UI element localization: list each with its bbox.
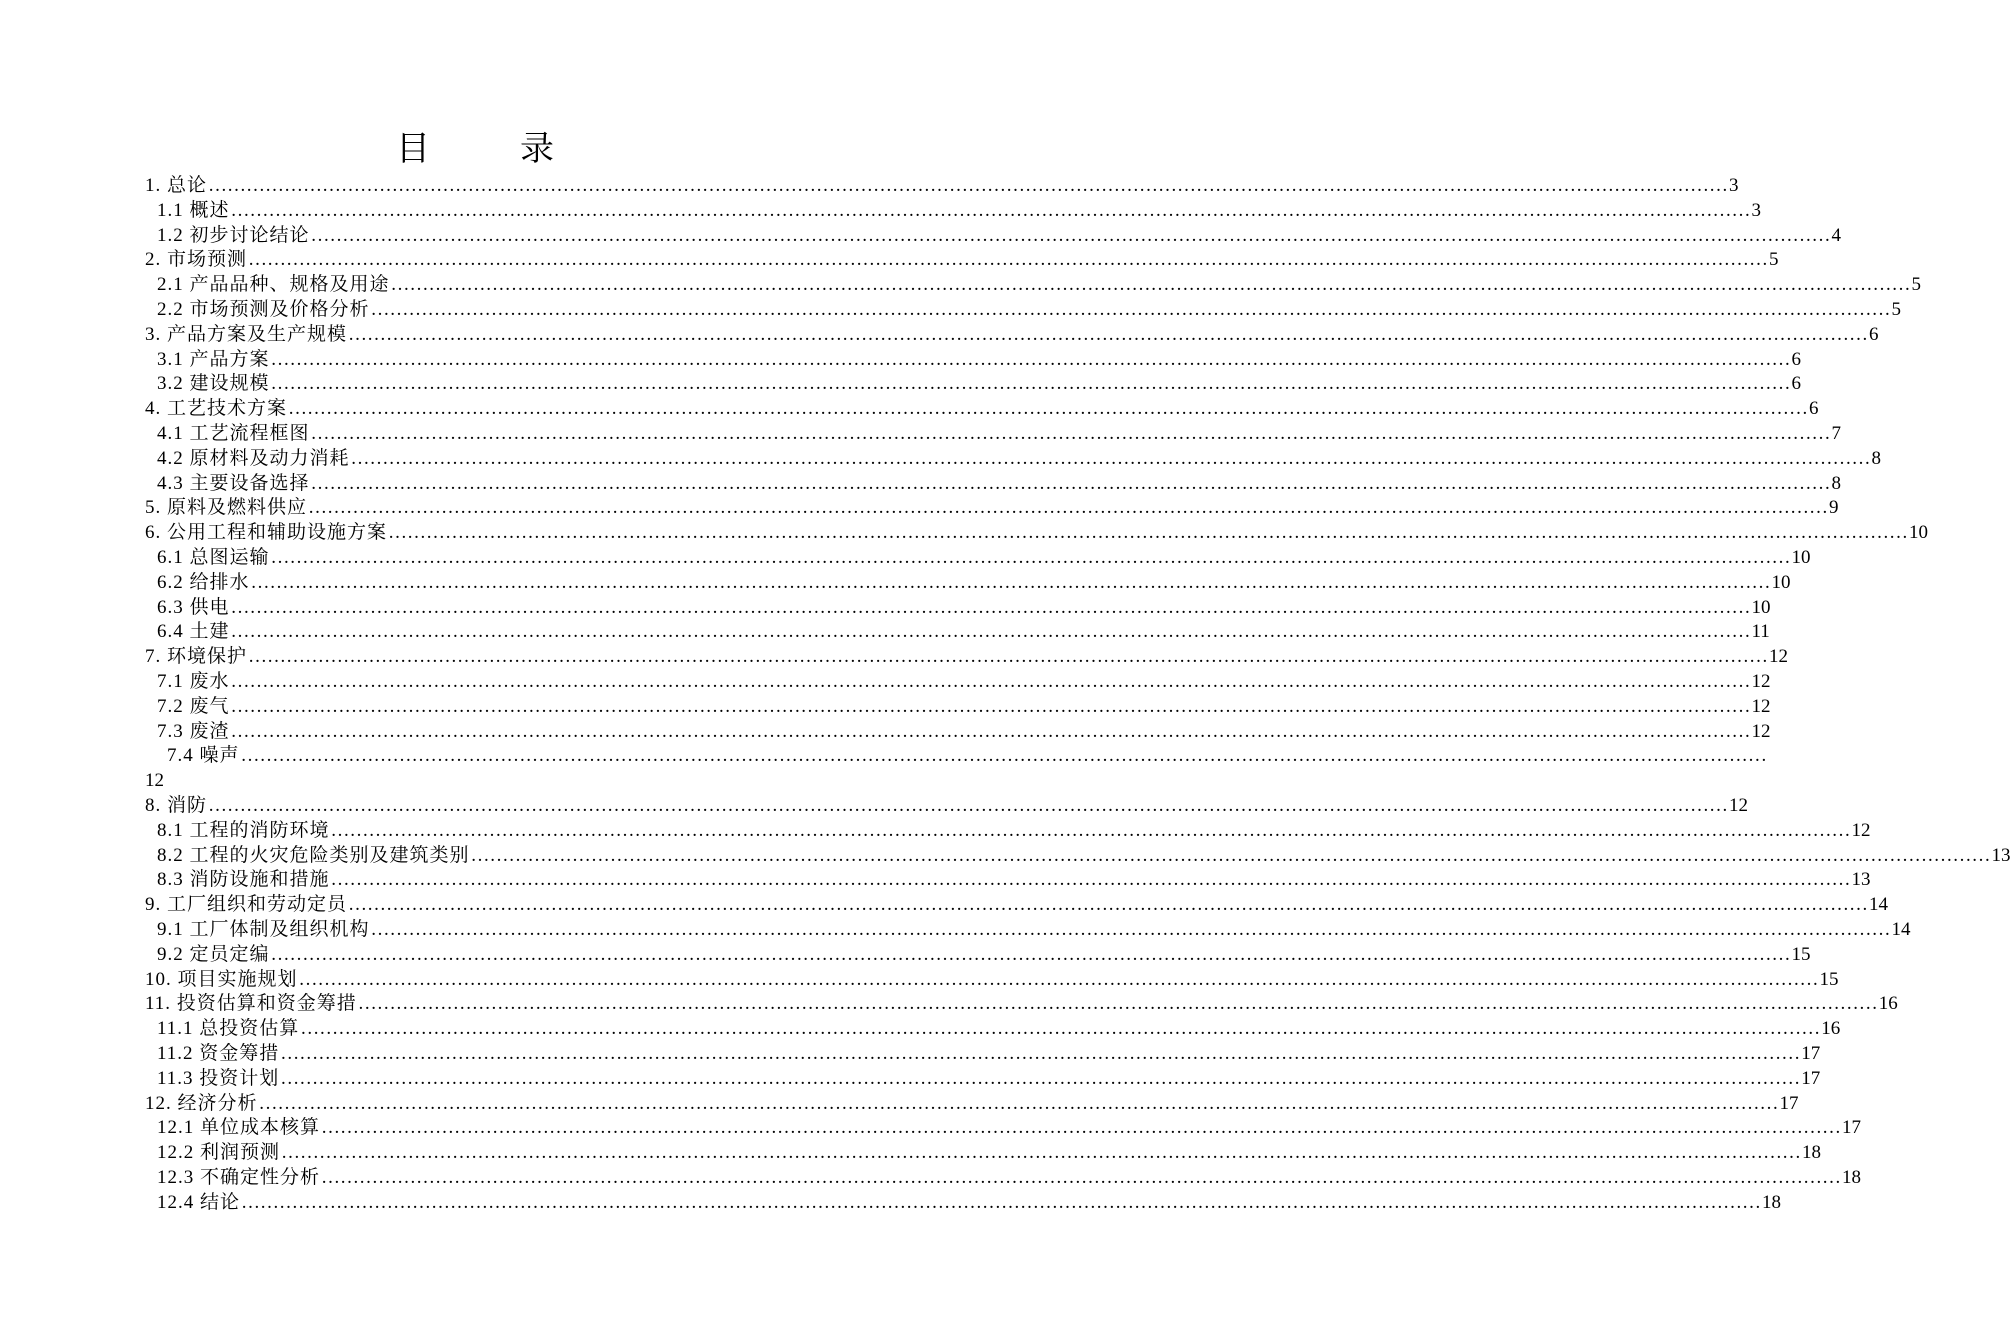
toc-entry[interactable] <box>145 496 1839 520</box>
dot-leader: …………………………………………………………………………………………………………………………………………………………………………………………………………………… <box>310 473 1831 494</box>
dot-leader: …………………………………………………………………………………………………………………………………………………………………………………………………………………… <box>270 944 1791 965</box>
toc-entry-page-number: 10 <box>1771 572 1791 593</box>
toc-entry[interactable] <box>145 794 1749 818</box>
toc-entry-label: 7.3 废渣 <box>157 721 230 742</box>
dot-leader: …………………………………………………………………………………………………………………………………………………………………………………………………………………… <box>330 869 1851 890</box>
toc-entry[interactable] <box>157 472 1842 496</box>
toc-entry-page-number: 10 <box>1909 522 1929 543</box>
toc-entry[interactable] <box>145 323 1879 347</box>
toc-entry[interactable] <box>157 372 1802 396</box>
toc-entry[interactable] <box>157 348 1802 372</box>
toc-entry[interactable] <box>157 1017 1841 1041</box>
toc-entry[interactable] <box>157 620 1770 644</box>
toc-entry-page-number: 17 <box>1801 1068 1821 1089</box>
toc-entry-label: 6. 公用工程和辅助设施方案 <box>145 522 388 543</box>
toc-entry-page-number: 12 <box>145 770 164 791</box>
toc-entry-label: 8.2 工程的火灾危险类别及建筑类别 <box>157 845 470 866</box>
toc-entry-label: 8.1 工程的消防环境 <box>157 820 330 841</box>
toc-entry-label: 6.4 土建 <box>157 621 230 642</box>
toc-entry[interactable] <box>145 893 1889 917</box>
toc-entry-label: 11. 投资估算和资金筹措 <box>145 993 357 1014</box>
toc-entry-label: 7. 环境保护 <box>145 646 248 667</box>
toc-entry[interactable] <box>157 943 1811 967</box>
toc-entry[interactable] <box>157 1141 1822 1165</box>
dot-leader: …………………………………………………………………………………………………………………………………………………………………………………………………………………… <box>330 820 1851 841</box>
dot-leader: …………………………………………………………………………………………………………………………………………………………………………………………………………………… <box>230 696 1751 717</box>
dot-leader: …………………………………………………………………………………………………………………………………………………………………………………………………………………… <box>321 1167 1842 1188</box>
toc-entry-label: 12.2 利润预测 <box>157 1142 281 1163</box>
toc-entry[interactable] <box>145 992 1898 1016</box>
dot-leader: …………………………………………………………………………………………………………………………………………………………………………………………………………………… <box>470 845 1991 866</box>
toc-entry-page-number: 18 <box>1762 1192 1782 1213</box>
toc-entry-label: 12.1 单位成本核算 <box>157 1117 321 1138</box>
toc-entry-page-number: 6 <box>1791 349 1802 370</box>
toc-entry[interactable] <box>157 571 1791 595</box>
leader-end-dot: . <box>1761 745 1767 766</box>
dot-leader: …………………………………………………………………………………………………………………………………………………………………………………………………………………… <box>300 1018 1821 1039</box>
toc-entry-label: 6.2 给排水 <box>157 572 250 593</box>
toc-entry[interactable] <box>157 819 1871 843</box>
toc-entry-page-number: 12 <box>1851 820 1871 841</box>
toc-entry-label: 7.4 噪声 <box>167 745 240 766</box>
toc-entry-label: 1.2 初步讨论结论 <box>157 225 310 246</box>
toc-entry-label: 9.2 定员定编 <box>157 944 270 965</box>
toc-entry-page-number: 16 <box>1821 1018 1841 1039</box>
toc-entry[interactable] <box>157 868 1871 892</box>
toc-entry-label: 6.3 供电 <box>157 597 230 618</box>
toc-entry-label: 12. 经济分析 <box>145 1093 258 1114</box>
toc-entry-label: 11.3 投资计划 <box>157 1068 280 1089</box>
toc-entry[interactable] <box>145 174 1739 198</box>
toc-entry[interactable] <box>167 744 1767 768</box>
toc-entry[interactable] <box>157 1067 1821 1091</box>
toc-entry-label: 11.2 资金筹措 <box>157 1043 280 1064</box>
toc-entry-page-number: 6 <box>1791 373 1802 394</box>
toc-entry-label: 7.2 废气 <box>157 696 230 717</box>
toc-entry[interactable] <box>145 1092 1799 1116</box>
toc-entry-label: 1.1 概述 <box>157 200 230 221</box>
toc-entry-label: 4.1 工艺流程框图 <box>157 423 310 444</box>
toc-entry-page-number: 13 <box>1851 869 1871 890</box>
toc-entry-label: 2.1 产品品种、规格及用途 <box>157 274 390 295</box>
toc-entry-label: 3.2 建设规模 <box>157 373 270 394</box>
dot-leader: …………………………………………………………………………………………………………………………………………………………………………………………………………………… <box>308 497 1829 518</box>
toc-entry-page-number: 16 <box>1878 993 1898 1014</box>
dot-leader: …………………………………………………………………………………………………………………………………………………………………………………………………………………… <box>208 175 1729 196</box>
dot-leader: …………………………………………………………………………………………………………………………………………………………………………………………………………………… <box>230 671 1751 692</box>
toc-entry-page-number: 8 <box>1871 448 1882 469</box>
toc-entry[interactable] <box>157 1166 1862 1190</box>
toc-entry-page-number: 5 <box>1769 249 1779 270</box>
dot-leader: …………………………………………………………………………………………………………………………………………………………………………………………………………………… <box>208 795 1729 816</box>
dot-leader: …………………………………………………………………………………………………………………………………………………………………………………………………………………… <box>357 993 1878 1014</box>
toc-entry-label: 11.1 总投资估算 <box>157 1018 300 1039</box>
dot-leader: …………………………………………………………………………………………………………………………………………………………………………………………………………………… <box>248 249 1769 270</box>
toc-entry-label: 12.4 结论 <box>157 1192 241 1213</box>
toc-entry-page-number: 12 <box>1751 696 1771 717</box>
toc-entry-label: 6.1 总图运输 <box>157 547 270 568</box>
toc-entry-page-number: 5 <box>1891 299 1902 320</box>
toc-entry-label: 8. 消防 <box>145 795 208 816</box>
toc-entry[interactable] <box>157 1042 1821 1066</box>
toc-entry-label: 4.3 主要设备选择 <box>157 473 310 494</box>
toc-entry-label: 9.1 工厂体制及组织机构 <box>157 919 370 940</box>
toc-entry[interactable] <box>157 546 1811 570</box>
toc-entry-page-number: 12 <box>1751 671 1771 692</box>
toc-entry[interactable] <box>157 695 1771 719</box>
toc-entry-page-number: 9 <box>1829 497 1839 518</box>
dot-leader: …………………………………………………………………………………………………………………………………………………………………………………………………………………… <box>230 200 1751 221</box>
toc-entry[interactable] <box>157 273 1922 297</box>
toc-entry[interactable] <box>157 447 1882 471</box>
toc-entry-page-number: 6 <box>1809 398 1819 419</box>
toc-entry[interactable] <box>157 298 1902 322</box>
dot-leader: …………………………………………………………………………………………………………………………………………………………………………………………………………………… <box>310 225 1831 246</box>
dot-leader: …………………………………………………………………………………………………………………………………………………………………………………………………………………… <box>388 522 1909 543</box>
toc-entry[interactable] <box>157 224 1842 248</box>
toc-entry-label: 12.3 不确定性分析 <box>157 1167 321 1188</box>
toc-entry-page-number: 5 <box>1911 274 1922 295</box>
toc-entry-page-number: 15 <box>1791 944 1811 965</box>
dot-leader: …………………………………………………………………………………………………………………………………………………………………………………………………………………… <box>270 373 1791 394</box>
toc-entry[interactable] <box>145 645 1789 669</box>
dot-leader: …………………………………………………………………………………………………………………………………………………………………………………………………………………… <box>298 969 1819 990</box>
toc-entry[interactable] <box>157 720 1771 744</box>
toc-entry[interactable] <box>157 670 1771 694</box>
toc-entry-page-number: 11 <box>1751 621 1770 642</box>
dot-leader: …………………………………………………………………………………………………………………………………………………………………………………………………………………… <box>248 646 1769 667</box>
dot-leader: …………………………………………………………………………………………………………………………………………………………………………………………………………………… <box>230 621 1751 642</box>
toc-entry-page-number: 7 <box>1831 423 1842 444</box>
toc-entry-page-number: 12 <box>1751 721 1771 742</box>
toc-entry[interactable] <box>145 248 1779 272</box>
toc-entry-page-number: 12 <box>1769 646 1789 667</box>
dot-leader: …………………………………………………………………………………………………………………………………………………………………………………………………………………… <box>348 894 1869 915</box>
dot-leader: …………………………………………………………………………………………………………………………………………………………………………………………………………………… <box>370 299 1891 320</box>
dot-leader: …………………………………………………………………………………………………………………………………………………………………………………………………………………… <box>288 398 1809 419</box>
toc-entry-page-number: 17 <box>1801 1043 1821 1064</box>
toc-entry[interactable] <box>157 1191 1782 1215</box>
dot-leader: …………………………………………………………………………………………………………………………………………………………………………………………………………………… <box>270 547 1791 568</box>
toc-entry[interactable] <box>157 422 1842 446</box>
toc-entry-page-number: 17 <box>1842 1117 1862 1138</box>
toc-entry-label: 8.3 消防设施和措施 <box>157 869 330 890</box>
toc-entry-page-number: 8 <box>1831 473 1842 494</box>
toc-entry-page-number: 6 <box>1869 324 1879 345</box>
toc-entry-page-number: 17 <box>1779 1093 1799 1114</box>
toc-entry-label: 9. 工厂组织和劳动定员 <box>145 894 348 915</box>
toc-entry-page-number: 3 <box>1751 200 1762 221</box>
dot-leader: …………………………………………………………………………………………………………………………………………………………………………………………………………………… <box>281 1142 1802 1163</box>
toc-entry[interactable] <box>157 1116 1862 1140</box>
dot-leader: …………………………………………………………………………………………………………………………………………………………………………………………………………………… <box>270 349 1791 370</box>
dot-leader: …………………………………………………………………………………………………………………………………………………………………………………………………………………… <box>230 597 1751 618</box>
toc-entry[interactable] <box>145 397 1819 421</box>
toc-entry[interactable] <box>157 844 2011 868</box>
toc-entry-label: 5. 原料及燃料供应 <box>145 497 308 518</box>
dot-leader: …………………………………………………………………………………………………………………………………………………………………………………………………………………… <box>310 423 1831 444</box>
toc-entry-page-number: 12 <box>1729 795 1749 816</box>
dot-leader: …………………………………………………………………………………………………………………………………………………………………………………………………………………… <box>370 919 1891 940</box>
dot-leader: …………………………………………………………………………………………………………………………………………………………………………………………………………………… <box>230 721 1751 742</box>
toc-entry-label: 4. 工艺技术方案 <box>145 398 288 419</box>
dot-leader: …………………………………………………………………………………………………………………………………………………………………………………………………………………… <box>240 745 1761 766</box>
toc-entry-label: 4.2 原材料及动力消耗 <box>157 448 350 469</box>
toc-entry-label: 3.1 产品方案 <box>157 349 270 370</box>
dot-leader: …………………………………………………………………………………………………………………………………………………………………………………………………………………… <box>348 324 1869 345</box>
dot-leader: …………………………………………………………………………………………………………………………………………………………………………………………………………………… <box>280 1043 1801 1064</box>
dot-leader: …………………………………………………………………………………………………………………………………………………………………………………………………………………… <box>390 274 1911 295</box>
toc-entry-page-number: 10 <box>1751 597 1771 618</box>
toc-entry-page-number: 4 <box>1831 225 1842 246</box>
toc-entry-label: 3. 产品方案及生产规模 <box>145 324 348 345</box>
toc-entry[interactable] <box>145 521 1929 545</box>
dot-leader: …………………………………………………………………………………………………………………………………………………………………………………………………………………… <box>350 448 1871 469</box>
toc-entry-page-number: 18 <box>1842 1167 1862 1188</box>
toc-entry-page-number: 3 <box>1729 175 1739 196</box>
toc-entry-page-number: 18 <box>1802 1142 1822 1163</box>
toc-entry[interactable] <box>157 199 1762 223</box>
page-title: 目 录 <box>396 131 582 168</box>
dot-leader: …………………………………………………………………………………………………………………………………………………………………………………………………………………… <box>280 1068 1801 1089</box>
toc-entry-label: 10. 项目实施规划 <box>145 969 298 990</box>
toc-entry-page-number: 15 <box>1819 969 1839 990</box>
toc-entry-label: 2. 市场预测 <box>145 249 248 270</box>
toc-entry[interactable] <box>157 918 1911 942</box>
toc-entry[interactable] <box>157 596 1771 620</box>
toc-entry-page-number: 10 <box>1791 547 1811 568</box>
toc-entry-page-number: 14 <box>1891 919 1911 940</box>
toc-entry-page-number: 13 <box>1991 845 2011 866</box>
dot-leader: …………………………………………………………………………………………………………………………………………………………………………………………………………………… <box>250 572 1771 593</box>
dot-leader: …………………………………………………………………………………………………………………………………………………………………………………………………………………… <box>321 1117 1842 1138</box>
toc-entry[interactable] <box>145 968 1839 992</box>
toc-entry-label: 7.1 废水 <box>157 671 230 692</box>
dot-leader: …………………………………………………………………………………………………………………………………………………………………………………………………………………… <box>258 1093 1779 1114</box>
toc-entry-label: 2.2 市场预测及价格分析 <box>157 299 370 320</box>
toc-entry-label: 1. 总论 <box>145 175 208 196</box>
dot-leader: …………………………………………………………………………………………………………………………………………………………………………………………………………………… <box>241 1192 1762 1213</box>
toc-entry-page-number: 14 <box>1869 894 1889 915</box>
